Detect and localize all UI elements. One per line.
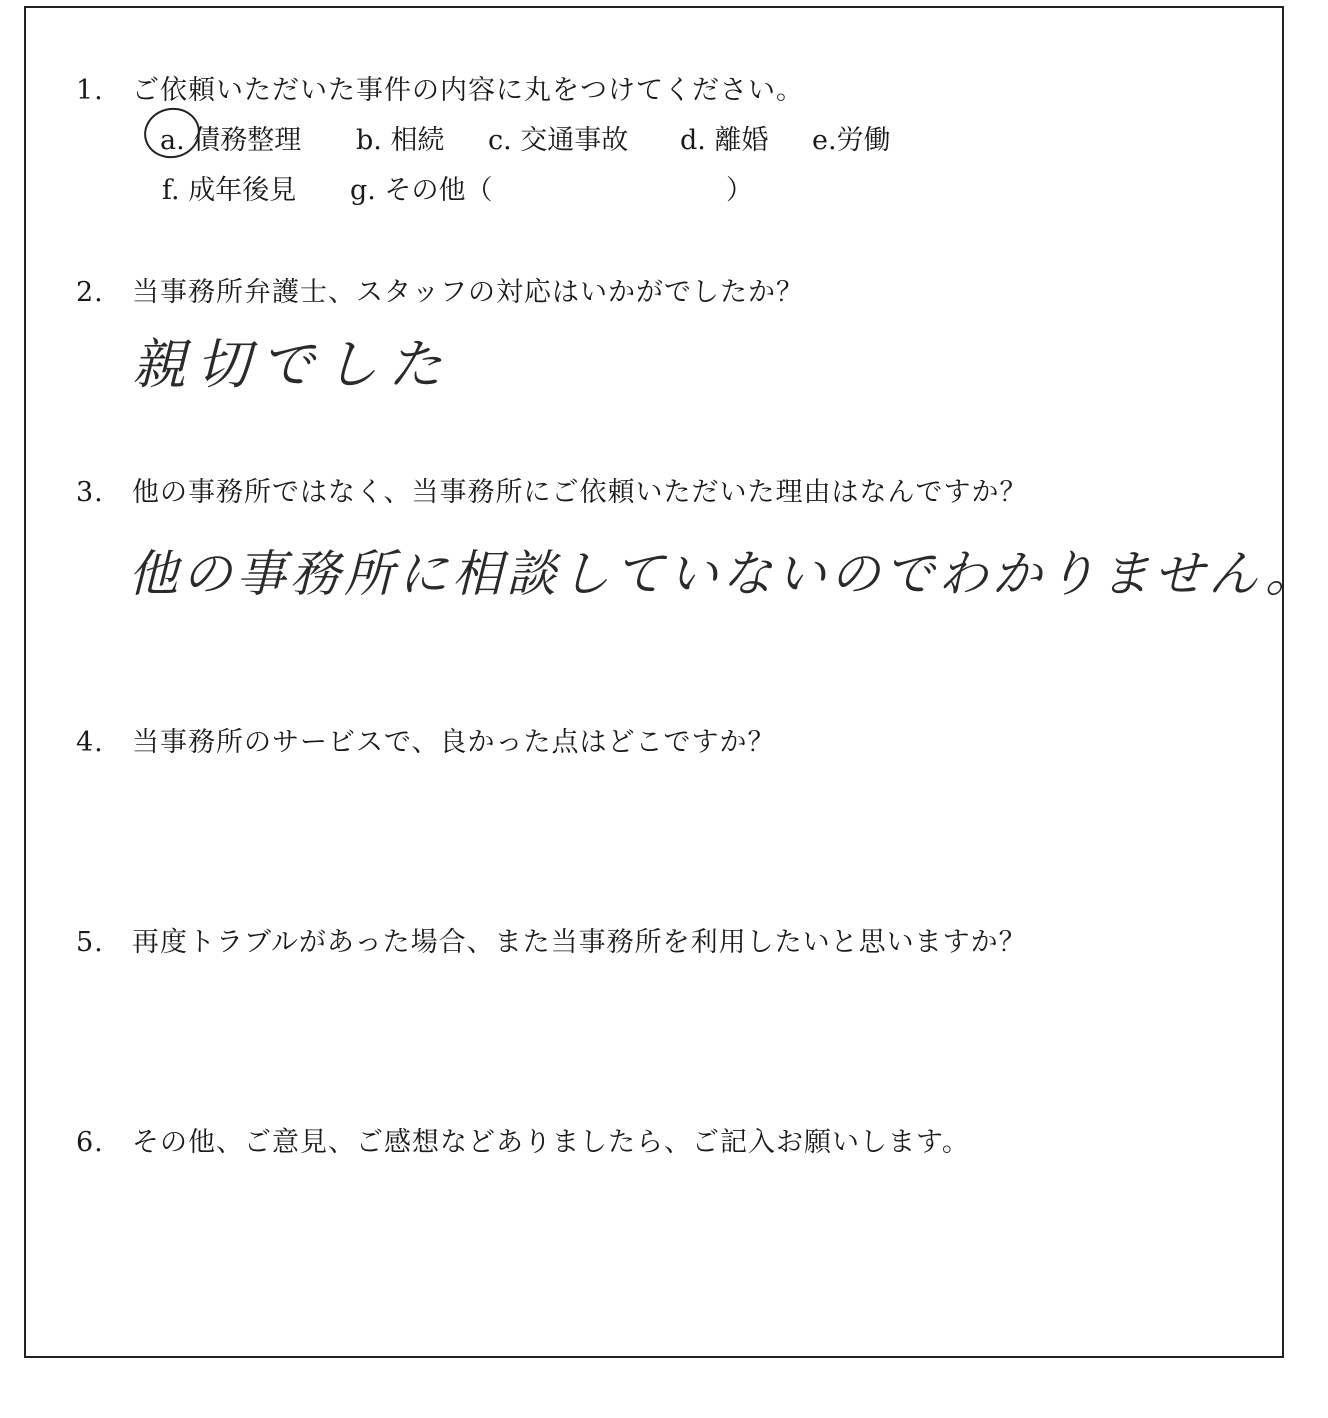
question-3-text: 他の事務所ではなく、当事務所にご依頼いただいた理由はなんですか？: [132, 477, 1028, 508]
option-g-close-paren: ）: [726, 175, 753, 206]
question-6-number: 6.: [76, 1127, 104, 1158]
question-4-text: 当事務所のサービスで、良かった点はどこですか？: [132, 727, 776, 758]
question-5-text: 再度トラブルがあった場合、また当事務所を利用したいと思いますか？: [132, 927, 1027, 958]
option-b-label: b. 相続: [356, 125, 445, 156]
option-d-label: d. 離婚: [680, 125, 769, 156]
question-5-number: 5.: [76, 927, 104, 958]
answer-2-handwritten: 親切でした: [132, 333, 452, 396]
option-a-debt[interactable]: [160, 118, 301, 157]
option-e-labor[interactable]: [812, 118, 891, 157]
option-a-label: a. 債務整理: [160, 125, 302, 156]
question-3-number: 3.: [76, 477, 104, 508]
option-f-label: f. 成年後見: [162, 175, 297, 206]
question-1-text: ご依頼いただいた事件の内容に丸をつけてください。: [132, 75, 804, 106]
question-4-number: 4.: [76, 727, 104, 758]
option-d-divorce[interactable]: [680, 118, 768, 157]
question-2-number: 2.: [76, 277, 104, 308]
question-1: [76, 68, 804, 107]
option-c-label: c. 交通事故: [488, 125, 629, 156]
option-c-traffic-accident[interactable]: [488, 118, 628, 157]
question-3: [76, 470, 1027, 509]
question-6: [76, 1120, 970, 1159]
question-1-number: 1.: [76, 75, 104, 106]
question-6-text: その他、ご意見、ご感想などありましたら、ご記入お願いします。: [132, 1127, 970, 1158]
answer-3-handwritten: 他の事務所に相談していないのでわかりません。: [128, 545, 1319, 603]
option-b-inheritance[interactable]: [356, 118, 444, 157]
question-5: [76, 920, 1027, 959]
question-2: [76, 270, 804, 309]
option-g-other[interactable]: [350, 168, 492, 207]
option-e-label: e.労働: [812, 125, 891, 156]
option-g-label: g. その他（: [350, 175, 493, 206]
question-4: [76, 720, 775, 759]
question-2-text: 当事務所弁護士、スタッフの対応はいかがでしたか？: [132, 277, 804, 308]
option-f-guardianship[interactable]: [162, 168, 296, 207]
